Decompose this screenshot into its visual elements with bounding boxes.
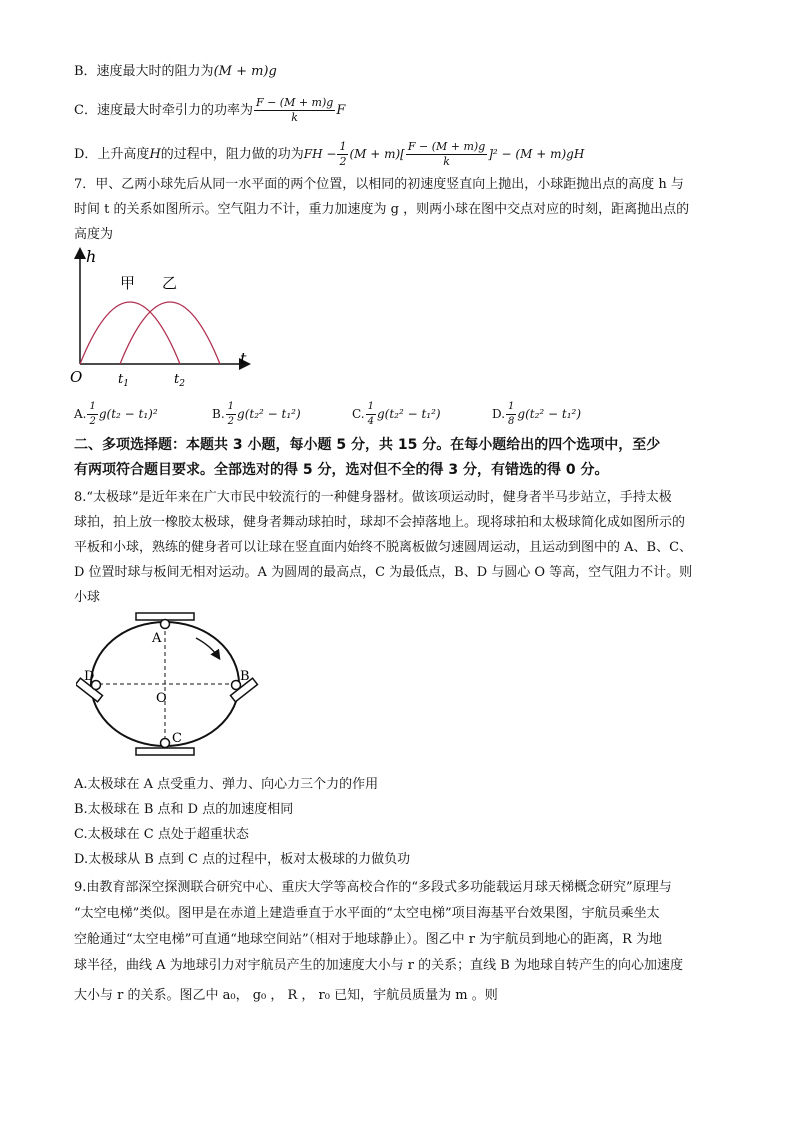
q6-option-c: C．速度最大时牵引力的功率为 $\frac{F - (M + m)g}{k}$ F xyxy=(74,96,346,124)
q8-ball-a xyxy=(161,620,170,629)
q8-options xyxy=(74,772,724,872)
q7-label-jia: 甲 xyxy=(120,274,136,292)
q7-option-c[interactable]: C. $\frac{1}{4}$ g(t₂² − t₁²) xyxy=(352,401,441,427)
q6-option-b: B．速度最大时的阻力为(M + m)g xyxy=(74,64,277,79)
q8-option-a[interactable]: A.太极球在 A 点受重力、弹力、向心力三个力的作用 xyxy=(74,777,379,792)
q8-taiji-diagram xyxy=(76,610,266,760)
q7-y-label: h xyxy=(86,247,97,266)
q7-stem: 7．甲、乙两小球先后从同一水平面的两个位置，以相同的初速度竖直向上抛出，小球距抛出点的高度 h 与 时间 t 的关系如图所示。空气阻力不计，重力加速度为 g ，则两小球在图中交点对应的时刻，距离抛出点的 高度为 xyxy=(74,177,690,242)
q7-curve-yi xyxy=(120,302,220,364)
q8-stem: 8.“太极球”是近年来在广大市民中较流行的一种健身器材。做该项运动时，健身者半马步站立，手持太极 球拍，拍上放一橡胶太极球，健身者舞动球拍时，球却不会掉落地上。现将球拍和太极球简化成如图所示的 平板和小球，熟练的健身者可以让球在竖直面内始终不脱离板做匀速圆周运动，且运动到图中的 A、B、C、 D 位置时球与板间无相对运动。A 为圆周的最高点，C 为最低点，B、D 与圆心 O 等高，空气阻力不计。则 小球 xyxy=(74,490,693,605)
q6-option-d: D．上升高度H的过程中，阻力做的功为FH − $\frac{1}{2}$ (M + m)[ $\frac{F - (M + m)g}{k}$ ]² − (M + m)gH xyxy=(74,140,585,168)
q6-option-c-fraction: $\frac{F - (M + m)g}{k}$ xyxy=(255,96,334,124)
q8-board-c xyxy=(136,748,194,755)
q8-label-a: A xyxy=(152,631,162,646)
q8-option-d[interactable]: D.太极球从 B 点到 C 点的过程中，板对太极球的力做负功 xyxy=(74,852,411,867)
q8-option-b[interactable]: B.太极球在 B 点和 D 点的加速度相同 xyxy=(74,802,294,817)
q7-label-yi: 乙 xyxy=(162,274,178,292)
q7-x-label: t xyxy=(240,349,247,368)
q8-label-b: B xyxy=(240,669,250,684)
q6-option-d-fraction-force: $\frac{F - (M + m)g}{k}$ xyxy=(407,140,486,168)
q7-option-d[interactable]: D. $\frac{1}{8}$ g(t₂² − t₁²) xyxy=(492,401,582,427)
q8-ball-c xyxy=(161,739,170,748)
q8-rotation-arrow xyxy=(196,638,219,658)
q7-height-time-graph xyxy=(68,246,258,392)
q8-label-c: C xyxy=(172,731,182,746)
q8-option-c[interactable]: C.太极球在 C 点处于超重状态 xyxy=(74,827,249,842)
q8-label-d: D xyxy=(84,669,95,684)
q8-label-o: O xyxy=(156,691,167,706)
q7-origin-label: O xyxy=(70,368,83,386)
q7-option-b[interactable]: B. $\frac{1}{2}$ g(t₂² − t₁²) xyxy=(212,401,301,427)
q7-curve-jia xyxy=(80,302,180,364)
q7-t2-label: $t_2$ xyxy=(174,372,185,389)
q7-t1-label: $t_1$ xyxy=(118,372,129,389)
q6-option-b-math: (M + m)g xyxy=(213,64,277,79)
q9-stem: 9.由教育部深空探测联合研究中心、重庆大学等高校合作的“多段式多功能载运月球天梯概念研究”原理与 “太空电梯”类似。图甲是在赤道上建造垂直于水平面的“太空电梯”项目海基平台效果图，宇航员乘坐太 空舱通过“太空电梯”可直通“地球空间站”（相对于地球静止）。图乙中 r 为宇航员到地心的距离，R 为地 球半径，曲线 A 为地球引力对宇航员产生的加速度大小与 r 的关系；直线 B 为地球自转产生的向心加速度 大小与 r 的关系。图乙中 a₀， g₀ ， R ， r₀ 已知，宇航员质量为 m 。则 xyxy=(74,880,683,1003)
section-2-heading: 二、多项选择题：本题共 3 小题，每小题 5 分，共 15 分。在每小题给出的四个选项中，至少 有两项符合题目要求。全部选对的得 5 分，选对但不全的得 3 分，有错选的得 0 分。 xyxy=(74,437,661,478)
q6-option-d-fraction-half: $\frac{1}{2}$ xyxy=(339,140,347,168)
q7-option-a[interactable]: A. $\frac{1}{2}$ g(t₂ − t₁)² xyxy=(74,401,158,427)
